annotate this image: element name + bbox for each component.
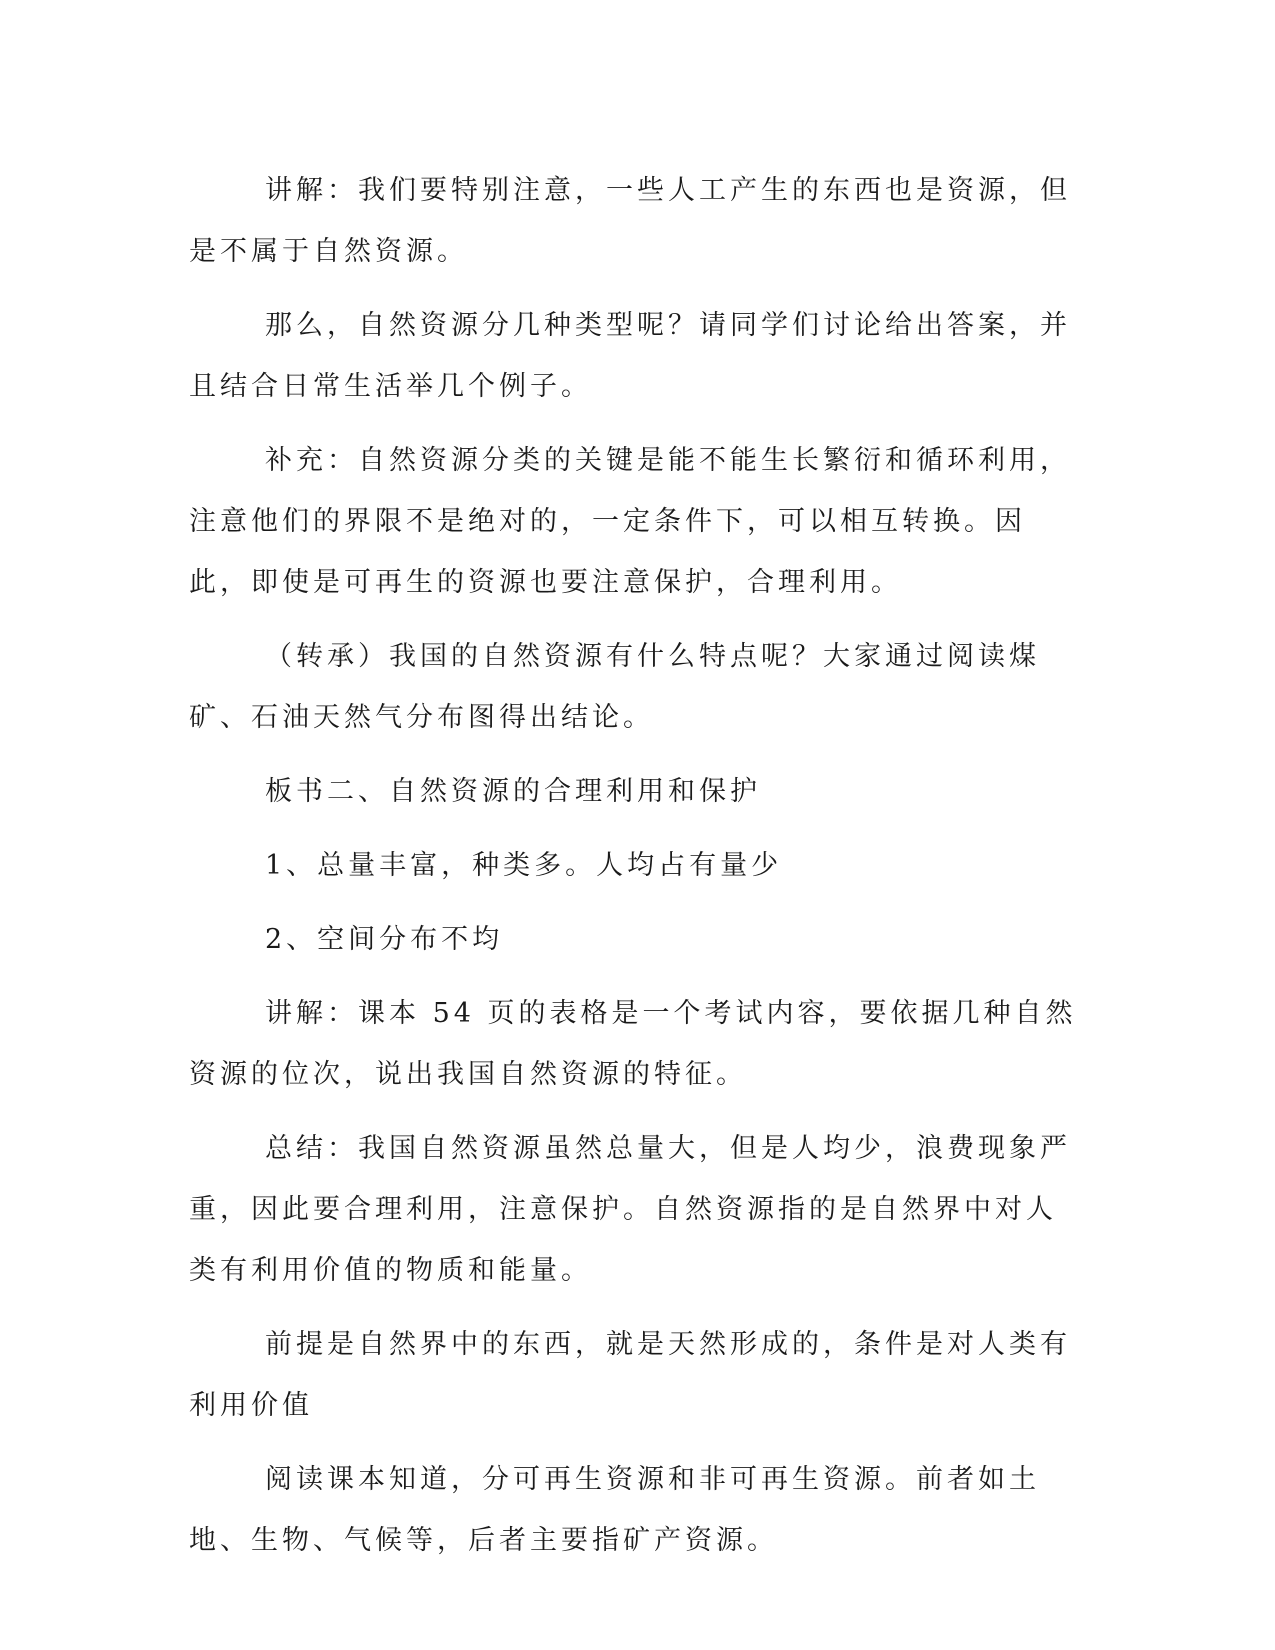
paragraph-explanation-artificial: 讲解：我们要特别注意，一些人工产生的东西也是资源，但是不属于自然资源。 [189,175,1071,267]
paragraph-point-2: 2、空间分布不均 [265,924,504,955]
paragraph-premise: 前提是自然界中的东西，就是天然形成的，条件是对人类有利用价值 [189,1329,1071,1421]
document-body [189,160,1081,1584]
paragraph-point-1: 1、总量丰富，种类多。人均占有量少 [265,850,783,881]
paragraph-explanation-textbook: 讲解：课本 54 页的表格是一个考试内容，要依据几种自然资源的位次，说出我国自然资源的特征。 [189,998,1077,1090]
paragraph-question-types: 那么，自然资源分几种类型呢？请同学们讨论给出答案，并且结合日常生活举几个例子。 [189,310,1071,402]
paragraph-summary: 总结：我国自然资源虽然总量大，但是人均少，浪费现象严重，因此要合理利用，注意保护。自然资源指的是自然界中对人类有利用价值的物质和能量。 [189,1133,1071,1286]
paragraph-supplement: 补充：自然资源分类的关键是能不能生长繁衍和循环利用，注意他们的界限不是绝对的，一定条件下，可以相互转换。因此，即使是可再生的资源也要注意保护，合理利用。 [189,445,1071,598]
paragraph-transition: （转承）我国的自然资源有什么特点呢？大家通过阅读煤矿、石油天然气分布图得出结论。 [189,641,1040,733]
paragraph-reading: 阅读课本知道，分可再生资源和非可再生资源。前者如土地、生物、气候等，后者主要指矿产资源。 [189,1464,1040,1556]
paragraph-board-heading: 板书二、自然资源的合理利用和保护 [265,776,761,807]
